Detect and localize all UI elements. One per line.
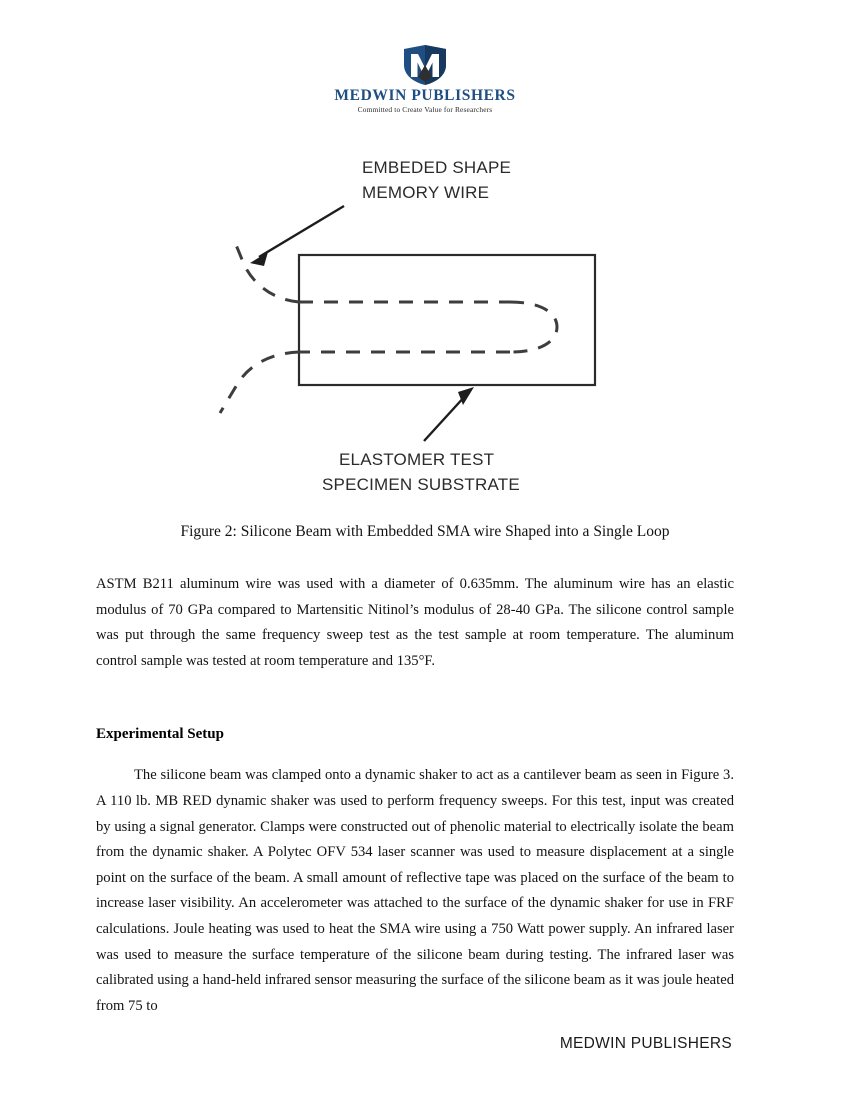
elastomer-test-specimen-label-line1: ELASTOMER TEST [339,450,495,469]
elastomer-substrate-rectangle [299,255,595,385]
figure-2-diagram [0,140,850,510]
top-callout-arrow [250,206,344,266]
paragraph-aluminum-wire: ASTM B211 aluminum wire was used with a diameter of 0.635mm. The aluminum wire has an elastic modulus of 70 GPa compared to Martensitic Nitinol’s modulus of 28-40 GPa. The silicone control sample was put through the same frequency sweep test as the test sample at room temperature. The aluminum control sample was tested at room temperature and 135°F. [96,576,734,669]
publisher-header [0,44,850,114]
elastomer-test-specimen-label-line2: SPECIMEN SUBSTRATE [322,475,520,494]
page-footer: MEDWIN PUBLISHERS [559,1035,732,1052]
heading-spacer [96,743,734,763]
section-heading-experimental-setup: Experimental Setup [96,726,224,743]
publisher-tagline: Committed to Create Value for Researchers [357,105,493,115]
body-text-column [96,572,734,1019]
embedded-sma-wire-loop [220,237,557,413]
embeded-shape-memory-wire-label-line2: MEMORY WIRE [362,183,490,202]
medwin-shield-logo-icon [402,44,448,86]
paragraph-spacer [96,674,734,726]
figure-2-svg [0,140,850,510]
paragraph-experimental-setup: The silicone beam was clamped onto a dynamic shaker to act as a cantilever beam as seen in Figure 3. A 110 lb. MB RED dynamic shaker was used to perform frequency sweeps. For this test, input was created by using a signal generator. Clamps were constructed out of phenolic material to electrically isolate the beam from the dynamic shaker. A Polytec OFV 534 laser scanner was used to measure displacement at a single point on the surface of the beam. A small amount of reflective tape was placed on the surface of the beam to increase laser visibility. An accelerometer was attached to the surface of the dynamic shaker for use in FRF calculations. Joule heating was used to heat the SMA wire using a 750 Watt power supply. An infrared laser was used to measure the surface temperature of the silicone beam during testing. The infrared laser was calibrated using a hand-held infrared sensor measuring the surface of the silicone beam as it was joule heated from 75 to [96,767,734,1014]
publisher-name: MEDWIN PUBLISHERS [334,87,516,104]
bottom-callout-arrow [424,387,474,441]
figure-2-caption: Figure 2: Silicone Beam with Embedded SMA wire Shaped into a Single Loop [180,523,670,540]
embeded-shape-memory-wire-label-line1: EMBEDED SHAPE [362,158,512,177]
